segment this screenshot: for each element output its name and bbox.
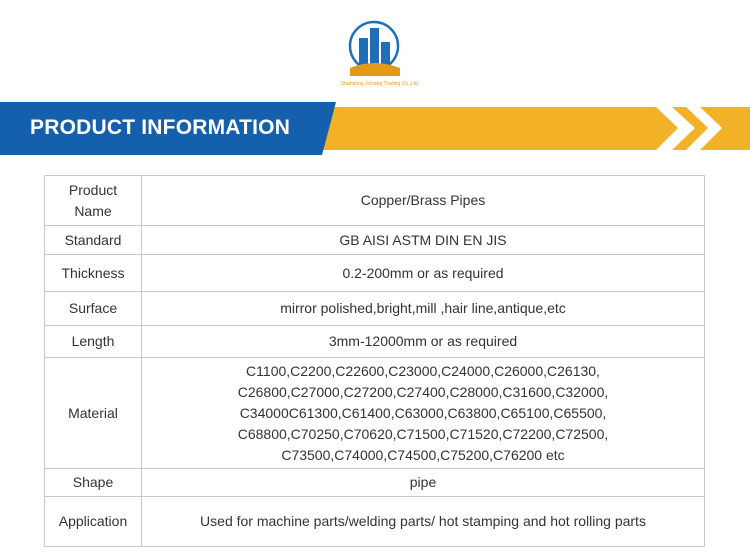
row-value: GB AISI ASTM DIN EN JIS — [142, 226, 705, 255]
table-row — [45, 226, 705, 255]
row-label: Product Name — [45, 176, 142, 226]
material-line: C1100,C2200,C22600,C23000,C24000,C26000,C26130, — [246, 362, 600, 379]
row-value: 0.2-200mm or as required — [142, 255, 705, 292]
material-line: C26800,C27000,C27200,C27400,C28000,C31600,C32000, — [237, 383, 609, 400]
company-logo — [330, 20, 440, 95]
row-label: Length — [45, 326, 142, 358]
material-line: C73500,C74000,C74500,C75200,C76200 etc — [281, 446, 565, 463]
table-row — [45, 326, 705, 358]
table-row — [45, 358, 705, 469]
product-info-table — [44, 175, 705, 547]
table-row — [45, 469, 705, 497]
product-information-banner — [0, 102, 750, 155]
row-label: Material — [45, 358, 142, 469]
table-row — [45, 497, 705, 547]
row-value-material — [142, 358, 705, 469]
row-label: Thickness — [45, 255, 142, 292]
row-label: Application — [45, 497, 142, 547]
row-value: Copper/Brass Pipes — [142, 176, 705, 226]
table-row — [45, 292, 705, 326]
row-value: 3mm-12000mm or as required — [142, 326, 705, 358]
row-value: pipe — [142, 469, 705, 497]
building-logo-icon — [348, 20, 408, 80]
table-row — [45, 176, 705, 226]
table-row — [45, 255, 705, 292]
banner-title: PRODUCT INFORMATION — [30, 116, 291, 139]
row-label: Shape — [45, 469, 142, 497]
row-value: Used for machine parts/welding parts/ hot stamping and hot rolling parts — [142, 497, 705, 547]
material-line: C34000C61300,C61400,C63000,C63800,C65100,C65500, — [239, 404, 607, 421]
row-value: mirror polished,bright,mill ,hair line,antique,etc — [142, 292, 705, 326]
logo-company-name: Shandong Jichang Trading Co.,Ltd. — [340, 81, 420, 87]
row-label: Surface — [45, 292, 142, 326]
row-label: Standard — [45, 226, 142, 255]
material-line: C68800,C70250,C70620,C71500,C71520,C72200,C72500, — [237, 425, 609, 442]
